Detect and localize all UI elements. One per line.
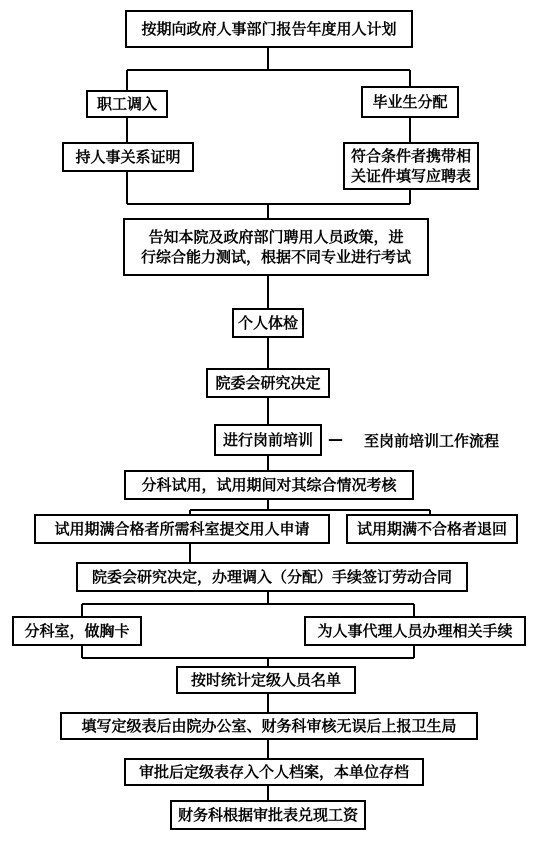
step-grading-list-label: 按时统计定级人员名单 xyxy=(190,670,341,689)
doc-personnel-certificate xyxy=(62,142,194,172)
step-policy-and-exam xyxy=(123,218,429,276)
box-trial-failed xyxy=(346,514,518,544)
step-policy-and-exam-line2: 行综合能力测试，根据不同专业进行考试 xyxy=(140,248,411,266)
box-trial-failed-label: 试用期满不合格者退回 xyxy=(356,519,507,538)
step-trial-assessment xyxy=(124,470,414,500)
step-trial-assessment-label: 分科试用，试用期间对其综合情况考核 xyxy=(141,475,397,494)
step-grading-form-review xyxy=(60,712,478,740)
doc-personnel-certificate-label: 持人事关系证明 xyxy=(75,147,181,166)
box-department-badge-label: 分科室，做胸卡 xyxy=(24,621,130,640)
branch-graduate-assignment xyxy=(361,86,459,118)
step-contract-signing xyxy=(76,562,468,592)
branch-staff-transfer-label: 职工调入 xyxy=(96,94,157,113)
step-committee-decision-label: 院委会研究决定 xyxy=(215,373,321,392)
step-committee-decision xyxy=(206,368,330,398)
step-salary-payment xyxy=(170,800,366,830)
training-workflow-note: 至岗前培训工作流程 xyxy=(364,432,500,450)
step-contract-signing-label: 院委会研究决定，办理调入（分配）手续签订劳动合同 xyxy=(91,567,452,586)
step-policy-and-exam-text xyxy=(141,227,411,268)
doc-application-form-text xyxy=(351,146,471,187)
doc-application-form xyxy=(343,142,479,190)
step-policy-and-exam-line1: 告知本院及政府部门聘用人员政策，进 xyxy=(148,227,404,246)
step-annual-plan-label: 按期向政府人事部门报告年度用人计划 xyxy=(141,19,397,38)
box-trial-passed-label: 试用期满合格者所需科室提交用人申请 xyxy=(54,519,310,538)
doc-application-form-line1: 符合条件者携带相 xyxy=(350,146,471,165)
box-department-badge xyxy=(12,616,142,646)
box-agency-procedures xyxy=(304,616,526,646)
step-grading-list xyxy=(176,666,356,694)
training-link-dash: — xyxy=(328,430,343,448)
step-physical-exam-label: 个人体检 xyxy=(237,313,298,332)
step-physical-exam xyxy=(232,308,304,338)
step-pre-job-training-label: 进行岗前培训 xyxy=(222,430,313,449)
step-salary-payment-label: 财务科根据审批表兑现工资 xyxy=(177,805,358,824)
step-annual-plan xyxy=(125,10,413,48)
step-grading-form-review-label: 填写定级表后由院办公室、财务科审核无误后上报卫生局 xyxy=(81,716,457,735)
branch-staff-transfer xyxy=(86,90,168,118)
step-archive-filing-label: 审批后定级表存入个人档案，本单位存档 xyxy=(138,762,409,781)
step-archive-filing xyxy=(124,758,424,786)
doc-application-form-line2: 关证件填写应聘表 xyxy=(350,167,471,185)
step-pre-job-training xyxy=(214,424,322,456)
box-agency-procedures-label: 为人事代理人员办理相关手续 xyxy=(317,621,513,640)
branch-graduate-assignment-label: 毕业生分配 xyxy=(372,92,448,111)
box-trial-passed xyxy=(34,514,330,544)
